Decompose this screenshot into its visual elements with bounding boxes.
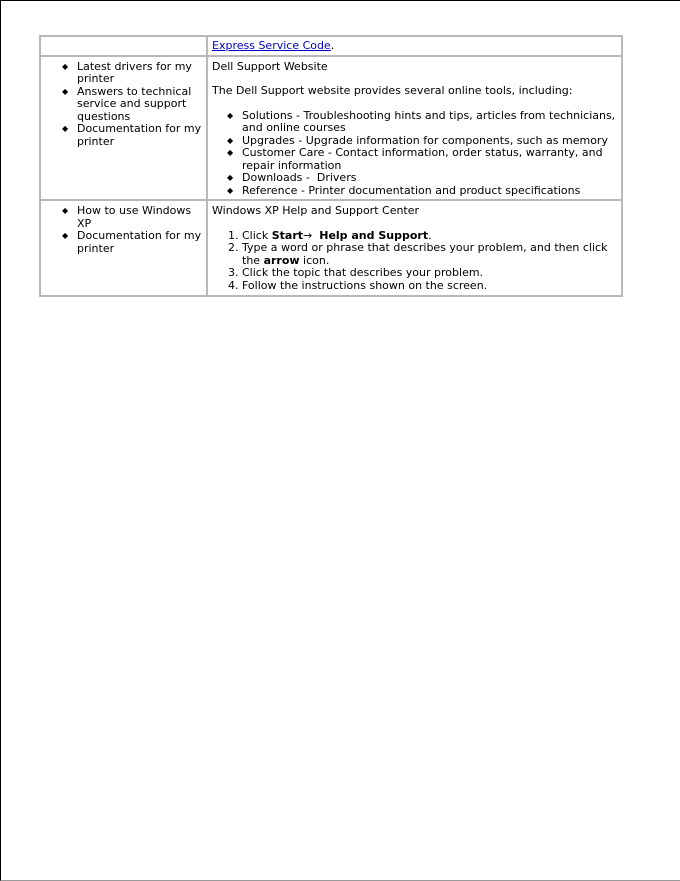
- table-row: [40, 200, 622, 296]
- topic-cell: [40, 56, 207, 201]
- start-label: Start: [271, 228, 304, 242]
- step-text: .: [428, 228, 432, 242]
- list-item: ◆ Answers to technical service and support questions: [77, 86, 202, 124]
- list-item: 4. Follow the instructions shown on the screen.: [242, 280, 617, 293]
- step-text: Type a word or phrase that describes your problem, and then click the: [242, 241, 608, 267]
- step-text: icon.: [299, 253, 330, 267]
- list-item: ◆ Customer Care - Contact information, order status, warranty, and repair information: [242, 147, 617, 172]
- list-item: ◆ Documentation for my printer: [77, 230, 202, 255]
- topic-cell: [40, 36, 207, 56]
- table-row: [40, 36, 622, 56]
- help-steps-list: [212, 230, 617, 293]
- source-cell: [207, 56, 622, 201]
- list-item: ◆ Documentation for my printer: [77, 123, 202, 148]
- list-item: [242, 242, 617, 267]
- source-cell: [207, 200, 622, 296]
- list-item: ◆ Reference - Printer documentation and product specifications: [242, 185, 617, 198]
- list-item: ◆ Downloads - Drivers: [242, 172, 617, 185]
- topic-list: [41, 61, 202, 149]
- dell-support-intro: The Dell Support website provides several online tools, including:: [212, 84, 573, 97]
- help-center-title: Windows XP Help and Support Center: [212, 204, 420, 217]
- link-suffix: .: [330, 39, 335, 52]
- online-tools-list: [212, 110, 617, 198]
- list-item: ◆ Solutions - Troubleshooting hints and tips, articles from technicians, and online courses: [242, 110, 617, 135]
- step-text: Click: [242, 228, 272, 242]
- source-cell: [207, 36, 622, 56]
- resources-table: [39, 35, 623, 297]
- list-item: ◆ Latest drivers for my printer: [77, 61, 202, 86]
- list-item: 3. Click the topic that describes your problem.: [242, 267, 617, 280]
- table-row: [40, 56, 622, 201]
- arrow-label: arrow: [263, 253, 300, 267]
- help-and-support-label: Help and Support: [319, 228, 429, 242]
- express-service-code-link[interactable]: Express Service Code: [212, 39, 331, 52]
- list-item: ◆ How to use Windows XP: [77, 205, 202, 230]
- list-item: ◆ Upgrades - Upgrade information for components, such as memory: [242, 135, 617, 148]
- dell-support-title: Dell Support Website: [212, 59, 328, 73]
- arrow-right-icon: →: [303, 228, 313, 242]
- topic-list: [41, 205, 202, 255]
- topic-cell: [40, 200, 207, 296]
